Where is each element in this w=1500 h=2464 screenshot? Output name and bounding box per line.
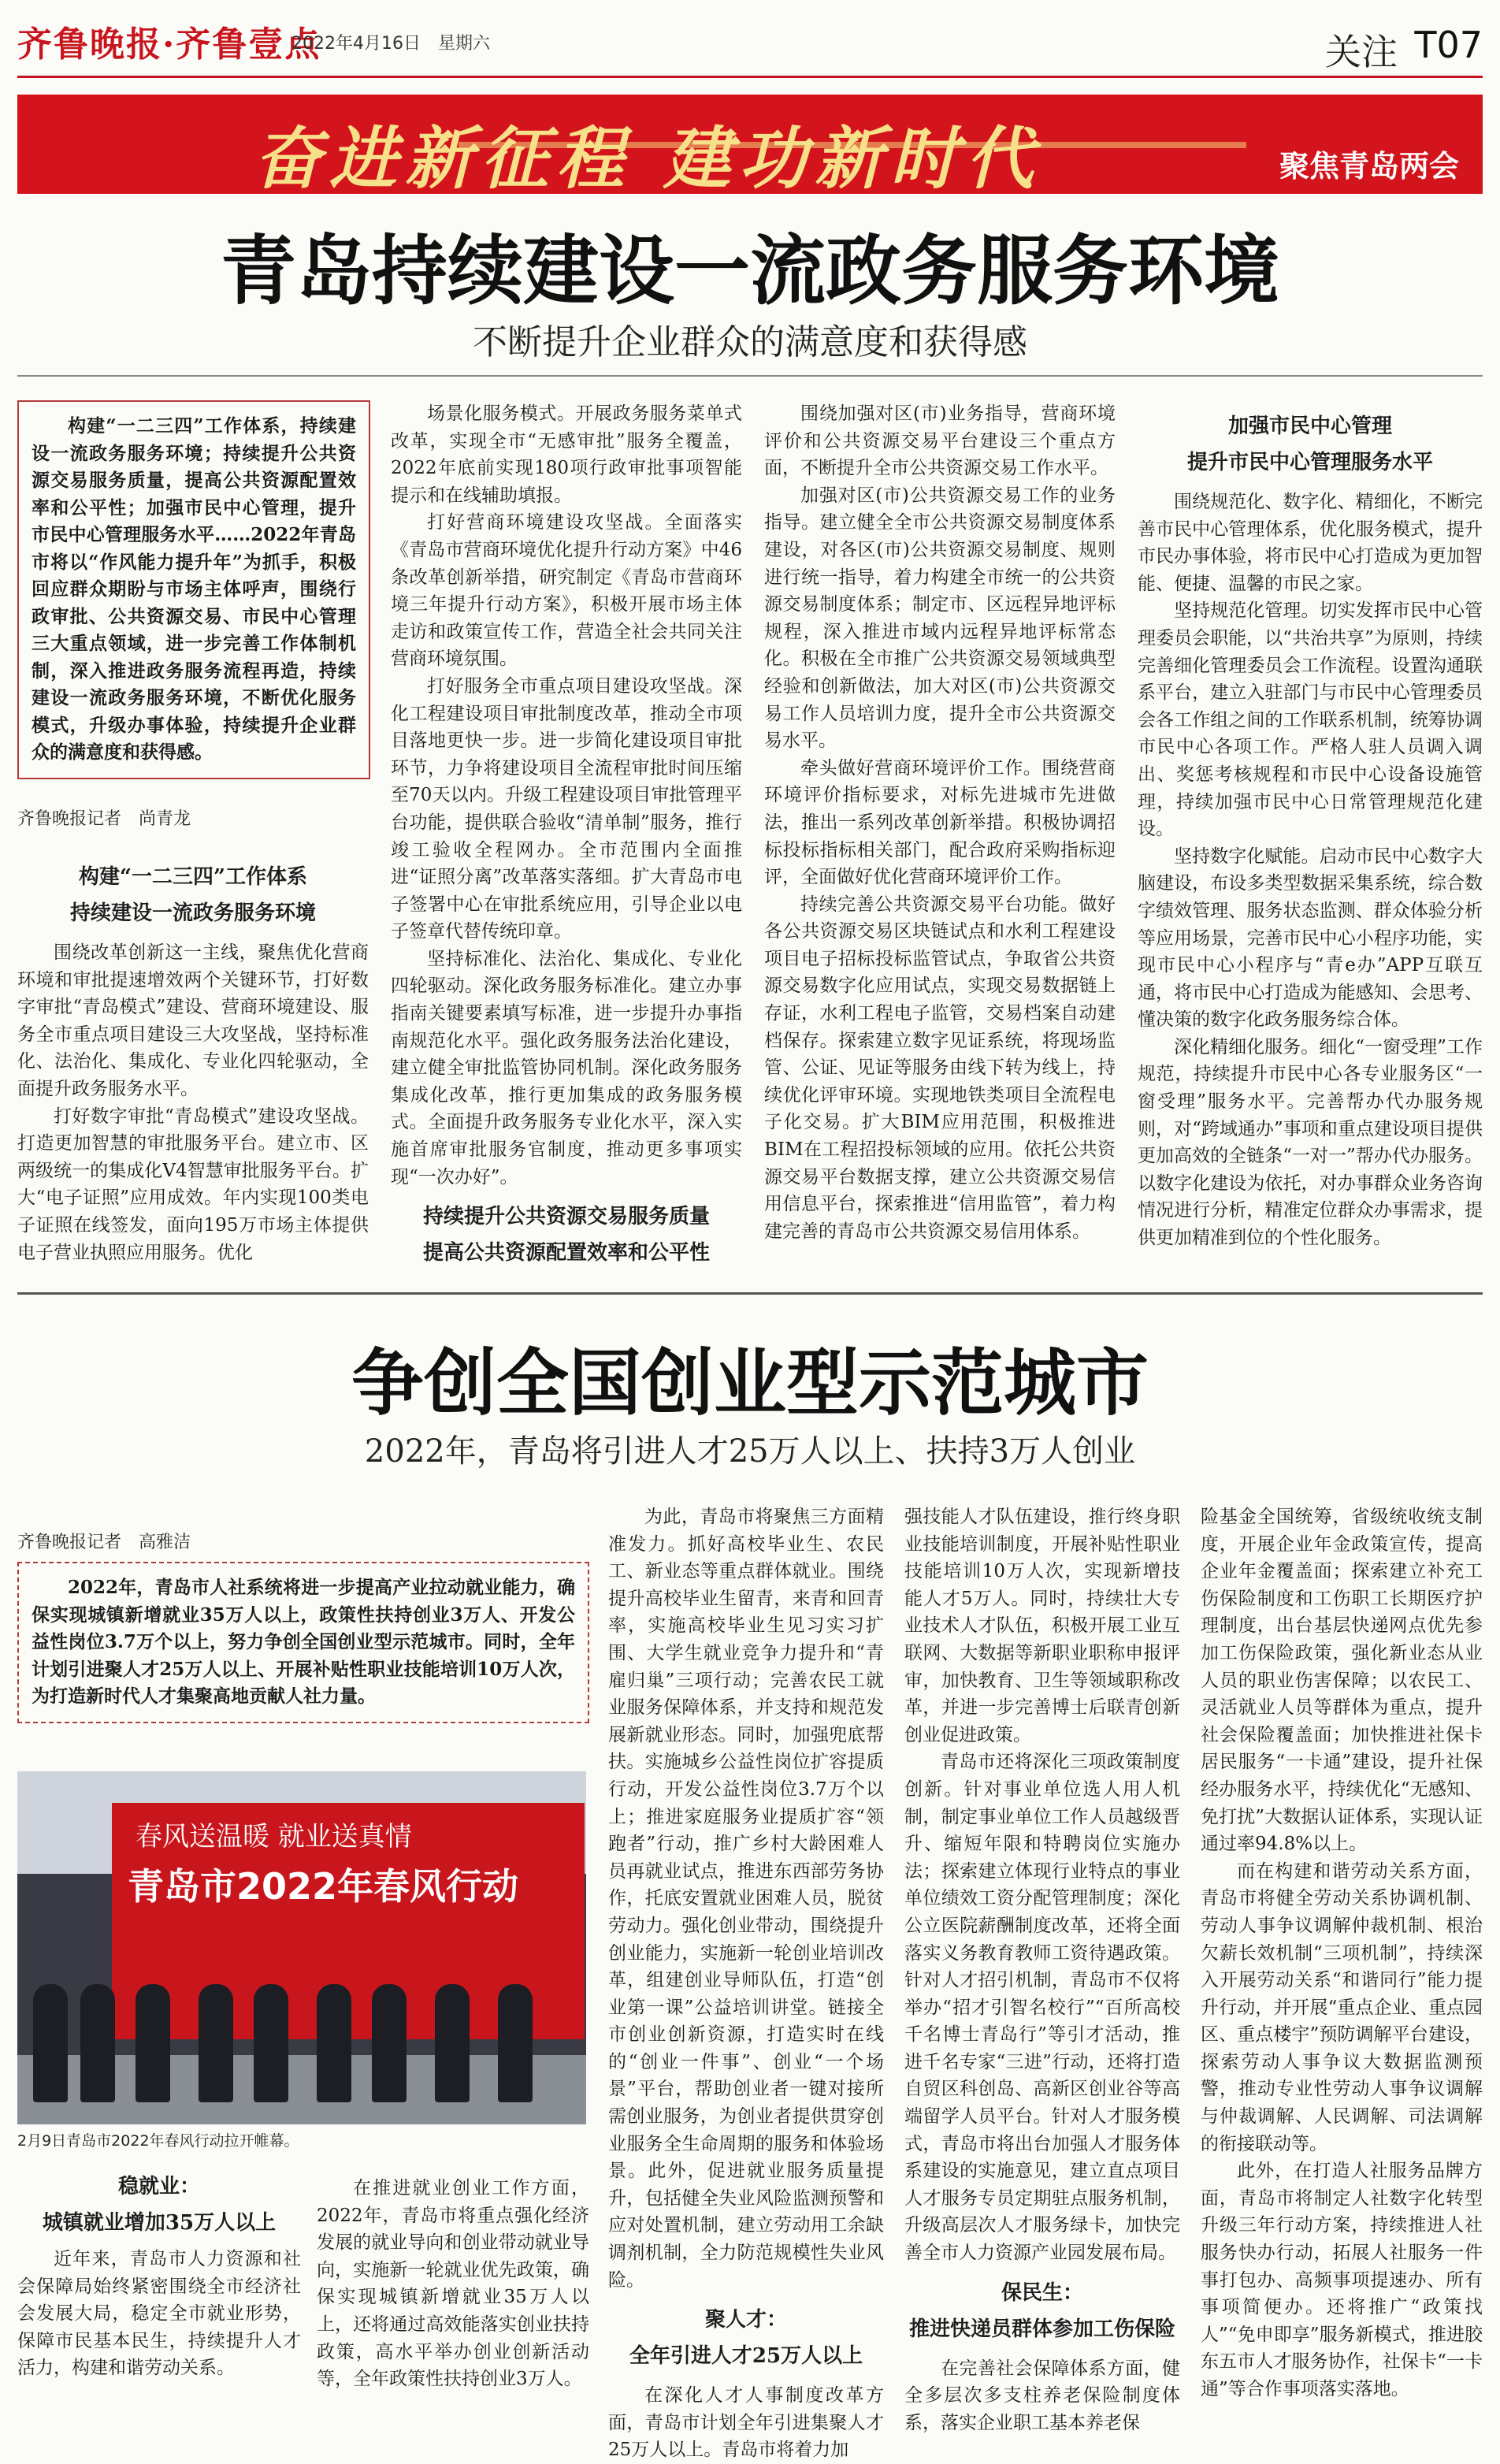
paragraph: 深化精细化服务。细化“一窗受理”工作规范，持续提升市民中心各专业服务区“一窗受理”服务水平。完善帮办代办服务规则，对“跨域通办”事项和重点建设项目提供更加高效的全链条“一对一”帮办代办服务。以数字化建设为依托，对办事群众业务咨询情况进行分析，精准定位群众办事需求，提供更加精准到位的个性化服务。 <box>1138 1036 1483 1249</box>
section-heading-line1: 稳就业： <box>117 2175 200 2198</box>
banner-subtitle: 聚焦青岛两会 <box>1279 149 1459 184</box>
section-heading-line2: 提升市民中心管理服务水平 <box>1186 451 1433 474</box>
paragraph: 险基金全国统筹，省级统收统支制度，开展企业年金政策宣传，提高企业年金覆盖面；探索建立补充工伤保险制度和工伤职工长期医疗护理制度，出台基层快递网点优先参加工伤保险政策，强化新业态从业人员的职业伤害保障；以农民工、灵活就业人员等群体为重点，提升社会保险覆盖面；加快推进社保卡居民服务“一卡通”建设，提升社保经办服务水平，持续优化“无感知、免打扰”大数据认证体系，实现认证通过率94.8%以上。 <box>1201 1507 1483 1855</box>
article1-column-1 <box>17 851 369 1266</box>
paragraph: 牵头做好营商环境评价工作。围绕营商环境评价指标要求，对标先进城市先进做法，推出一系列改革创新举措。积极协调招标投标指标相关部门，配合政府采购指标迎评，全面做好优化营商环境评价工作。 <box>764 757 1116 888</box>
photo-person <box>435 1984 470 2102</box>
photo-person <box>199 1984 233 2102</box>
photo-caption: 2月9日青岛市2022年春风行动拉开帷幕。 <box>17 2132 299 2150</box>
paragraph: 坚持规范化管理。切实发挥市民中心管理委员会职能，以“共治共享”为原则，持续完善细化管理委员会工作流程。设置沟通联系平台，建立入驻部门与市民中心管理委员会各工作组之间的工作联系机制，统筹协调市民中心各项工作。严格人驻人员调入调出、奖惩考核规程和市民中心设备设施管理，持续加强市民中心日常管理规范化建设。 <box>1138 600 1483 840</box>
banner-slogan: 奋进新征程 建功新时代 <box>254 119 1041 194</box>
article1-title: 青岛持续建设一流政务服务环境 <box>221 226 1279 315</box>
paragraph: 场景化服务模式。开展政务服务菜单式改革，实现全市“无感审批”服务全覆盖，2022年底前实现180项行政审批事项智能提示和在线辅助填报。 <box>391 403 742 506</box>
article1-byline <box>17 805 191 830</box>
paragraph: 为此，青岛市将聚焦三方面精准发力。抓好高校毕业生、农民工、新业态等重点群体就业。围绕提升高校毕业生留青，来青和回青率，实施高校毕业生见习实习扩围、大学生就业竞争力提升和“青雇归巢”三项行动；完善农民工就业服务保障体系，并支持和规范发展新就业形态。同时，加强兜底帮扶。实施城乡公益性岗位扩容提质行动，开发公益性岗位3.7万个以上；推进家庭服务业提质扩容“领跑者”行动，推广乡村大龄困难人员再就业试点，推进东西部劳务协作，托底安置就业困难人员，脱贫劳动力。强化创业带动，围绕提升创业能力，实施新一轮创业培训改革，组建创业导师队伍，打造“创业第一课”公益培训讲堂。链接全市创业创新资源，打造实时在线的“创业一件事”、创业“一个场景”平台，帮助创业者一键对接所需创业服务，为创业者提供贯穿创业服务全生命周期的服务和体验场景。此外，促进就业服务质量提升，包括健全失业风险监测预警和应对处置机制，建立劳动用工余缺调剂机制，全力防范规模性失业风险。 <box>608 1507 884 2291</box>
article1-subtitle: 不断提升企业群众的满意度和获得感 <box>473 322 1027 362</box>
article2-byline <box>17 1529 191 1553</box>
article2-column-1 <box>17 2169 301 2382</box>
event-photo <box>17 1771 586 2124</box>
paragraph: 在深化人才人事制度改革方面，青岛市计划全年引进集聚人才25万人以上。青岛市将着力加 <box>608 2385 884 2461</box>
theme-banner <box>17 95 1483 194</box>
paragraph: 打好营商环境建设攻坚战。全面落实《青岛市营商环境优化提升行动方案》中46条改革创新举措，研究制定《青岛市营商环境三年提升行动方案》，积极开展市场主体走访和政策宣传工作，营造全社会共同关注营商环境氛围。 <box>391 512 742 670</box>
paragraph: 打好服务全市重点项目建设攻坚战。深化工程建设项目审批制度改革，推动全市项目落地更快一步。进一步简化建设项目审批环节，力争将建设项目全流程审批时间压缩至70天以内。升级工程建设项目审批管理平台功能，提供联合验收“清单制”服务，推行竣工验收全程网办。全市范围内全面推进“证照分离”改革落实落细。扩大青岛市电子签署中心在审批系统应用，引导企业以电子签章代替传统印章。 <box>391 675 742 942</box>
section-label: 关注 <box>1325 31 1398 73</box>
section-heading <box>17 859 369 931</box>
photo-person <box>80 1984 115 2102</box>
section-heading <box>391 1199 742 1271</box>
section-heading-line1: 加强市民中心管理 <box>1227 414 1392 438</box>
article2-title: 争创全国创业型示范城市 <box>351 1340 1149 1425</box>
photo-person <box>498 1984 533 2102</box>
article1-abstract-text: 构建“一二三四”工作体系，持续建设一流政务服务环境；持续提升公共资源交易服务质量，提高公共资源配置效率和公平性；加强市民中心管理，提升市民中心管理服务水平……2022年青岛市将以“作风能力提升年”为抓手，积极回应群众期盼与市场主体呼声，围绕行政审批、公共资源交易、市民中心管理三大重点领域，进一步完善工作体制机制，深入推进政务服务流程再造，持续建设一流政务服务环境，不断优化服务模式，升级办事体验，持续提升企业群众的满意度和获得感。 <box>32 415 356 763</box>
paragraph: 围绕规范化、数字化、精细化，不断完善市民中心管理体系，优化服务模式，提升市民办事体验，将市民中心打造成为更加智能、便捷、温馨的市民之家。 <box>1138 492 1483 594</box>
newspaper-logo: 齐鲁晚报·齐鲁壹点 <box>17 24 321 65</box>
paragraph: 持续完善公共资源交易平台功能。做好各公共资源交易区块链试点和水利工程建设项目电子招标投标监管试点，争取省公共资源交易数字化应用试点，实现交易数据链上存证，水利工程电子监管，交易档案自动建档保存。探索建立数字见证系统，将现场监管、公证、见证等服务由线下转为线上，持续优化评审环境。实现地铁类项目全流程电子化交易。扩大BIM应用范围，积极推进BIM在工程招投标领域的应用。依托公共资源交易平台数据支撑，建立公共资源交易信用信息平台，探索推进“信用监管”，着力构建完善的青岛市公共资源交易信用体系。 <box>764 894 1116 1242</box>
article2-column-2 <box>317 2175 589 2393</box>
photo-person <box>33 1984 68 2102</box>
paragraph: 坚持数字化赋能。启动市民中心数字大脑建设，布设多类型数据采集系统，综合数字绩效管理、服务状态监测、群众体验分析等应用场景，完善市民中心小程序功能，实现市民中心小程序与“青e办”APP互联互通，将市民中心打造成为能感知、会思考、懂决策的数字化政务服务综合体。 <box>1138 845 1483 1031</box>
paragraph: 此外，在打造人社服务品牌方面，青岛市将制定人社数字化转型升级三年行动方案，持续推进人社服务快办行动，拓展人社服务一件事打包办、高频事项提速办、所有事项简便办。还将推广“政策找人”“免申即享”服务新模式，推进胶东五市人才服务协作，社保卡“一卡通”等合作事项落实落地。 <box>1201 2161 1483 2399</box>
section-heading-line1: 持续提升公共资源交易服务质量 <box>422 1205 710 1229</box>
paragraph: 加强对区(市)公共资源交易工作的业务指导。建立健全全市公共资源交易制度体系建设，对各区(市)公共资源交易制度、规则进行统一指导，着力构建全市统一的公共资源交易制度体系；制定市、区远程异地评标规程，深入推进市域内远程异地评标常态化。积极在全市推广公共资源交易领域典型经验和创新做法，加大对区(市)公共资源交易工作人员培训力度，提升全市公共资源交易水平。 <box>764 485 1116 752</box>
article2-column-3 <box>608 1503 884 2464</box>
issue-date <box>291 30 490 54</box>
paragraph: 坚持标准化、法治化、集成化、专业化四轮驱动。深化政务服务标准化。建立办事指南关键要素填写标准，进一步提升办事指南规范化水平。强化政务服务法治化建设，建立健全审批监管协同机制。深化政务服务集成化改革，推行更加集成的政务服务模式。全面提升政务服务专业化水平，深入实施首席审批服务官制度，推动更多事项实现“一次办好”。 <box>391 948 742 1187</box>
article2-column-4 <box>904 1503 1180 2436</box>
section-heading-line2: 全年引进人才25万人以上 <box>629 2344 863 2369</box>
paragraph: 而在构建和谐劳动关系方面，青岛市将健全劳动关系协调机制、劳动人事争议调解仲裁机制、根治欠薪长效机制“三项机制”，持续深入开展劳动关系“和谐同行”能力提升行动，并开展“重点企业、重点园区、重点楼宇”预防调解平台建设，探索劳动人事争议大数据监测预警，推动专业性劳动人事争议调解与仲裁调解、人民调解、司法调解的衔接联动等。 <box>1201 1860 1483 2154</box>
section-heading <box>1138 408 1483 481</box>
photo-person <box>136 1984 170 2102</box>
article2-column-5 <box>1201 1503 1483 2403</box>
article2-abstract-text: 2022年，青岛市人社系统将进一步提高产业拉动就业能力，确保实现城镇新增就业35万人以上，政策性扶持创业3万人、开发公益性岗位3.7万个以上，努力争创全国创业型示范城市。同时，全年计划引进聚人才25万人以上、开展补贴性职业技能培训10万人次，为打造新时代人才集聚高地贡献人社力量。 <box>32 1577 575 1707</box>
paragraph: 在完善社会保障体系方面，健全多层次多支柱养老保险制度体系，落实企业职工基本养老保 <box>904 2358 1180 2433</box>
paragraph: 围绕改革创新这一主线，聚焦优化营商环境和审批提速增效两个关键环节，打好数字审批“青岛模式”建设、营商环境建设、服务全市重点项目建设三大攻坚战，坚持标准化、法治化、集成化、专业化四轮驱动，全面提升政务服务水平。 <box>17 942 369 1099</box>
photo-person <box>254 1984 288 2102</box>
byline-name: 尚青龙 <box>139 809 191 829</box>
paragraph: 青岛市还将深化三项政策制度创新。针对事业单位选人用人机制，制定事业单位工作人员越级晋升、缩短年限和特聘岗位实施办法；探索建立体现行业特点的事业单位绩效工资分配管理制度；深化公立医院薪酬制度改革，还将全面落实义务教育教师工资待遇政策。针对人才招引机制，青岛市不仅将举办“招才引智名校行”“百所高校千名博士青岛行”等引才活动，推进千名专家“三进”行动，还将打造自贸区科创岛、高新区创业谷等高端留学人员平台。针对人才服务模式，青岛市将出台加强人才服务体系建设的实施意见，建立直点项目人才服务专员定期驻点服务机制，升级高层次人才服务绿卡，加快完善全市人力资源产业园发展布局。 <box>904 1752 1180 2264</box>
photo-person <box>317 1984 351 2102</box>
photo-board-line2: 青岛市2022年春风行动 <box>128 1865 519 1908</box>
paragraph: 强技能人才队伍建设，推行终身职业技能培训制度，开展补贴性职业技能培训10万人次，实现新增技能人才5万人。同时，持续壮大专业技术人才队伍，积极开展工业互联网、大数据等新职业职称申报评审，加快教育、卫生等领域职称改革，并进一步完善博士后联青创新创业促进政策。 <box>904 1507 1180 1745</box>
article2-subtitle: 2022年，青岛将引进人才25万人以上、扶持3万人创业 <box>364 1433 1136 1470</box>
section-heading-line2: 持续建设一流政务服务环境 <box>69 901 316 925</box>
byline-label: 齐鲁晚报记者 <box>17 1533 122 1552</box>
section-heading-line1: 构建“一二三四”工作体系 <box>79 865 307 889</box>
article1-column-2 <box>391 400 742 1279</box>
section-heading-line1: 保民生： <box>1001 2280 1083 2305</box>
article2-abstract <box>17 1562 589 1723</box>
paragraph: 近年来，青岛市人力资源和社会保障局始终紧密围绕全市经济社会发展大局，稳定全市就业形势，保障市民基本民生，持续提升人才活力，构建和谐劳动关系。 <box>17 2249 301 2379</box>
photo-person <box>372 1984 407 2102</box>
section-heading <box>608 2302 884 2374</box>
masthead-rule <box>17 76 1483 78</box>
paragraph: 打好数字审批“青岛模式”建设攻坚战。打造更加智慧的审批服务平台。建立市、区两级统一的集成化V4智慧审批服务平台。扩大“电子证照”应用成效。年内实现100类电子证照在线签发，面向195万市场主体提供电子营业执照应用服务。优化 <box>17 1106 369 1263</box>
issue-date-value: 2022年4月16日 <box>291 34 421 54</box>
article1-divider <box>17 375 1483 377</box>
article1-abstract <box>17 400 370 779</box>
section-heading-line2: 提高公共资源配置效率和公平性 <box>422 1241 710 1265</box>
section-heading <box>904 2275 1180 2347</box>
section-heading-line2: 推进快递员群体参加工伤保险 <box>908 2317 1175 2341</box>
section-heading-line2: 城镇就业增加35万人以上 <box>42 2211 277 2235</box>
article1-column-3 <box>764 400 1116 1245</box>
page-number: T07 <box>1414 24 1483 66</box>
article-separator <box>17 1292 1483 1295</box>
section-heading-line1: 聚人才： <box>704 2308 787 2332</box>
photo-board-line1: 春风送温暖 就业送真情 <box>136 1821 412 1853</box>
paragraph: 在推进就业创业工作方面，2022年，青岛市将重点强化经济发展的就业导向和创业带动就业导向，实施新一轮就业优先政策，确保实现城镇新增就业35万人以上，还将通过高效能落实创业扶持政策，高水平举办创业创新活动等，全年政策性扶持创业3万人。 <box>317 2178 589 2390</box>
article1-column-4 <box>1138 400 1483 1252</box>
byline-name: 高雅洁 <box>139 1533 191 1552</box>
byline-label: 齐鲁晚报记者 <box>17 809 122 829</box>
paragraph: 围绕加强对区(市)业务指导，营商环境评价和公共资源交易平台建设三个重点方面，不断提升全市公共资源交易工作水平。 <box>764 403 1116 479</box>
issue-weekday: 星期六 <box>438 34 491 54</box>
section-heading <box>17 2169 301 2241</box>
